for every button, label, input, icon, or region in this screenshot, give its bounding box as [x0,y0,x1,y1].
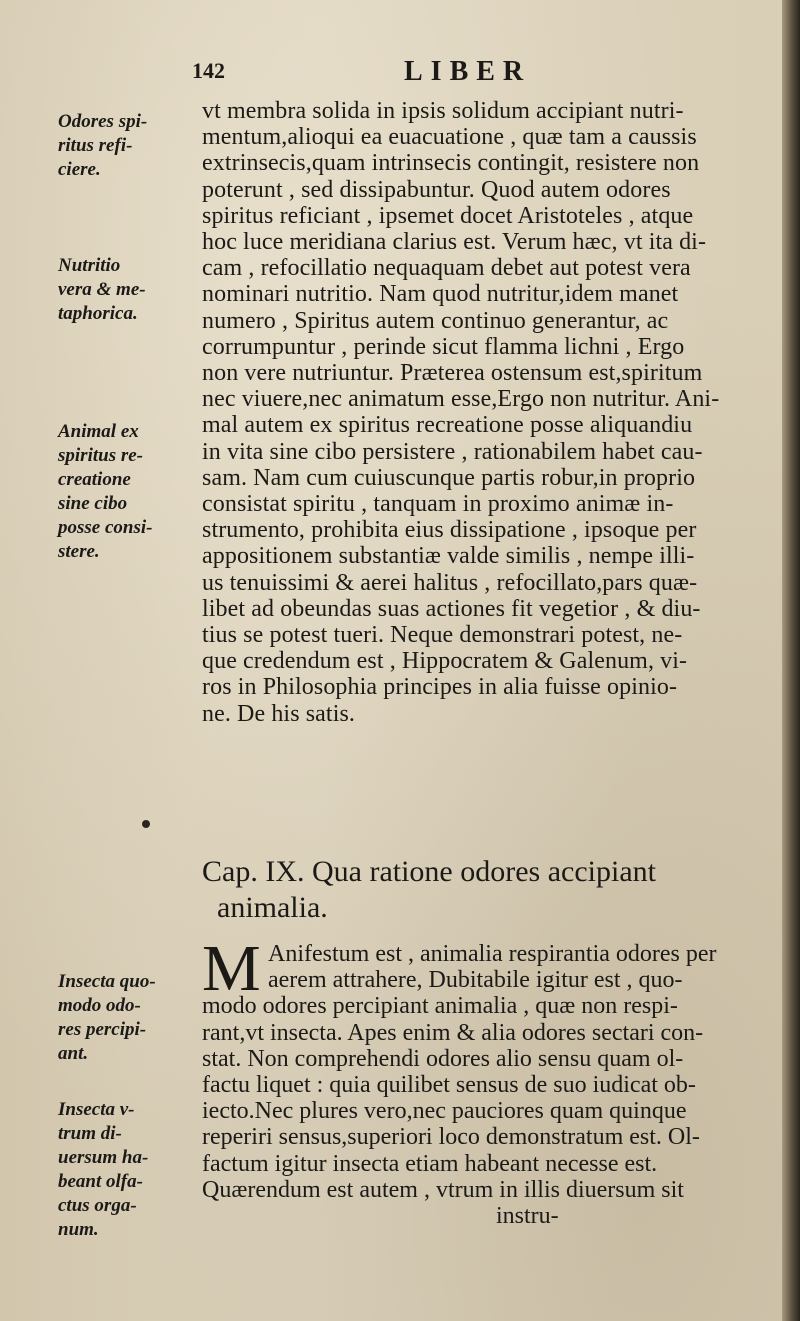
text-line: tius se potest tueri. Neque demonstrari potest, ne- [202,622,683,649]
running-title: LIBER [404,56,532,87]
text-line: poterunt , sed dissipabuntur. Quod autem odores [202,176,671,203]
text-line: consistat spiritu , tanquam in proximo animæ in- [202,491,674,518]
text-line: spiritus reficiant , ipsemet docet Aristoteles , atque [202,202,694,229]
text-line: iecto.Nec plures vero,nec pauciores quam quinque [202,1098,687,1125]
text-line: rant,vt insecta. Apes enim & alia odores sectari con- [202,1019,704,1046]
text-line: extrinsecis,quam intrinsecis contingit, resistere non [202,150,700,177]
text-line: instru- [202,1203,559,1229]
drop-cap: M [202,932,261,1005]
text-line: appositionem substantiæ valde similis , nempe illi- [202,543,695,570]
text-line: modo odores percipiant animalia , quæ non respi- [202,993,678,1020]
text-line: cam , refocillatio nequaquam debet aut potest vera [202,255,691,282]
text-line: strumento, prohibita eius dissipatione , ipsoque per [202,517,697,544]
text-line: nominari nutritio. Nam quod nutritur,idem manet [202,281,679,308]
text-line: aerem attrahere, Dubitabile igitur est , quo- [268,967,683,994]
text-line: ros in Philosophia principes in alia fuisse opinio- [202,674,678,701]
text-line: que credendum est , Hippocratem & Galenum, vi- [202,648,688,675]
text-line: non vere nutriuntur. Præterea ostensum est,spiritum [202,360,703,387]
text-line: in vita sine cibo persistere , rationabilem habet cau- [202,438,703,465]
margin-note: Insecta v- trum di- uersum ha- beant olfa- ctus orga- num. [58,1099,149,1240]
margin-note: Odores spi- ritus refi- ciere. [58,111,148,180]
text-line: nec viuere,nec animatum esse,Ergo non nutritur. Ani- [202,386,720,413]
margin-note: Animal ex spiritus re- creatione sine cibo posse consi- stere. [58,421,153,562]
ink-spot [142,820,150,828]
text-line: Quærendum est autem , vtrum in illis diuersum sit [202,1176,684,1203]
margin-note: Insecta quo- modo odo- res percipi- ant. [58,971,156,1064]
page-number: 142 [192,58,225,83]
text-line: mentum,alioqui ea euacuatione , quæ tam a caussis [202,124,697,151]
body-text [202,98,774,727]
chapter-heading: Cap. IX. Qua ratione odores accipiant animalia. [202,855,656,924]
text-line: vt membra solida in ipsis solidum accipiant nutri- [202,98,684,124]
text-line: hoc luce meridiana clarius est. Verum hæc, vt ita di- [202,229,707,256]
text-line: sam. Nam cum cuiuscunque partis robur,in proprio [202,464,696,491]
text-line: factum igitur insecta etiam habeant necesse est. [202,1150,658,1177]
margin-note: Nutritio vera & me- taphorica. [58,255,146,324]
text-line: Anifestum est , animalia respirantia odores per [268,941,717,967]
text-line: mal autem ex spiritus recreatione posse aliquandiu [202,412,693,439]
text-line: stat. Non comprehendi odores alio sensu quam ol- [202,1045,684,1072]
text-line: us tenuissimi & aerei halitus , refocillato,pars quæ- [202,569,698,596]
text-line: reperiri sensus,superiori loco demonstratum est. Ol- [202,1124,700,1151]
text-line: numero , Spiritus autem continuo generantur, ac [202,307,669,334]
text-line: factu liquet : quia quilibet sensus de suo iudicat ob- [202,1072,696,1098]
text-line: libet ad obeundas suas actiones fit vegetior , & diu- [202,595,701,622]
book-binding-edge [782,0,800,1321]
text-line: ne. De his satis. [202,700,356,727]
text-line: corrumpuntur , perinde sicut flamma lichni , Ergo [202,333,685,360]
page-header [192,52,592,92]
